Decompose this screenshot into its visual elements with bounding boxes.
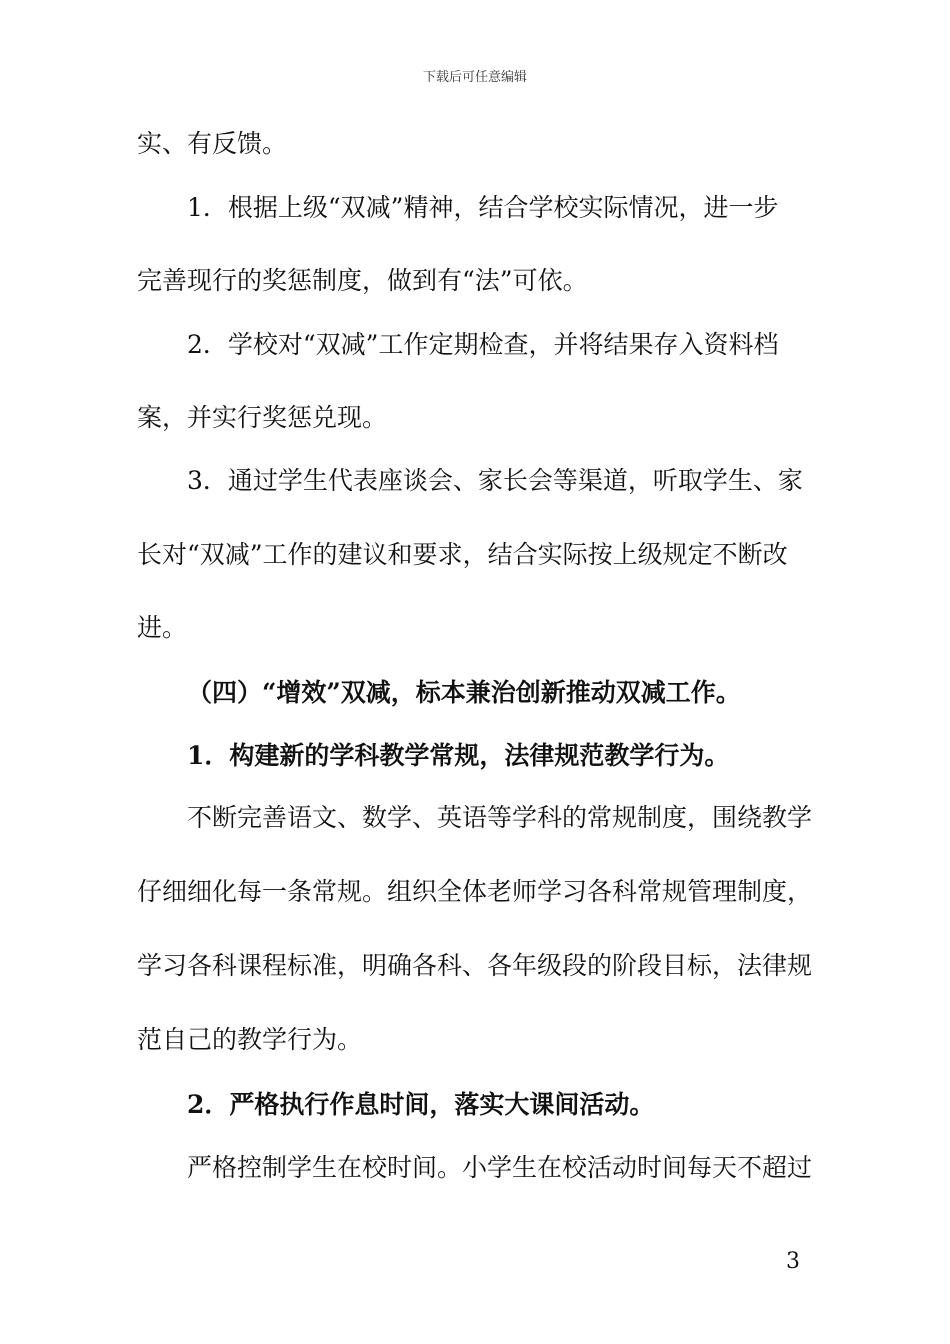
text-line: 实、有反馈。	[137, 129, 288, 158]
text-line: 完善现行的奖惩制度，做到有“法”可依。	[137, 266, 588, 295]
text-line: 长对“双减”工作的建议和要求，结合实际按上级规定不断改	[137, 540, 788, 569]
text-line: 学习各科课程标准，明确各科、各年级段的阶段目标，法律规	[137, 951, 813, 980]
text-line: 仔细细化每一条常规。组织全体老师学习各科常规管理制度，	[137, 877, 813, 906]
text-line: 范自己的教学行为。	[137, 1025, 363, 1054]
page-header: 下载后可任意编辑	[422, 70, 527, 85]
text-line: 严格控制学生在校时间。小学生在校活动时间每天不超过	[187, 1153, 813, 1182]
text-line: 3．通过学生代表座谈会、家长会等渠道，听取学生、家	[187, 466, 803, 495]
text-line: 1．根据上级“双减”精神，结合学校实际情况，进一步	[187, 193, 779, 222]
subsection-heading: 2．严格执行作息时间，落实大课间活动。	[187, 1090, 655, 1119]
text-line: 不断完善语文、数学、英语等学科的常规制度，围绕教学	[187, 803, 813, 832]
section-heading: （四）“增效”双减，标本兼治创新推动双减工作。	[187, 678, 741, 707]
text-line: 案，并实行奖惩兑现。	[137, 403, 388, 432]
page-number: 3	[786, 1249, 800, 1274]
text-line: 进。	[137, 613, 188, 642]
text-line: 2．学校对“双减”工作定期检查，并将结果存入资料档	[187, 330, 779, 359]
subsection-heading: 1．构建新的学科教学常规，法律规范教学行为。	[187, 741, 730, 770]
